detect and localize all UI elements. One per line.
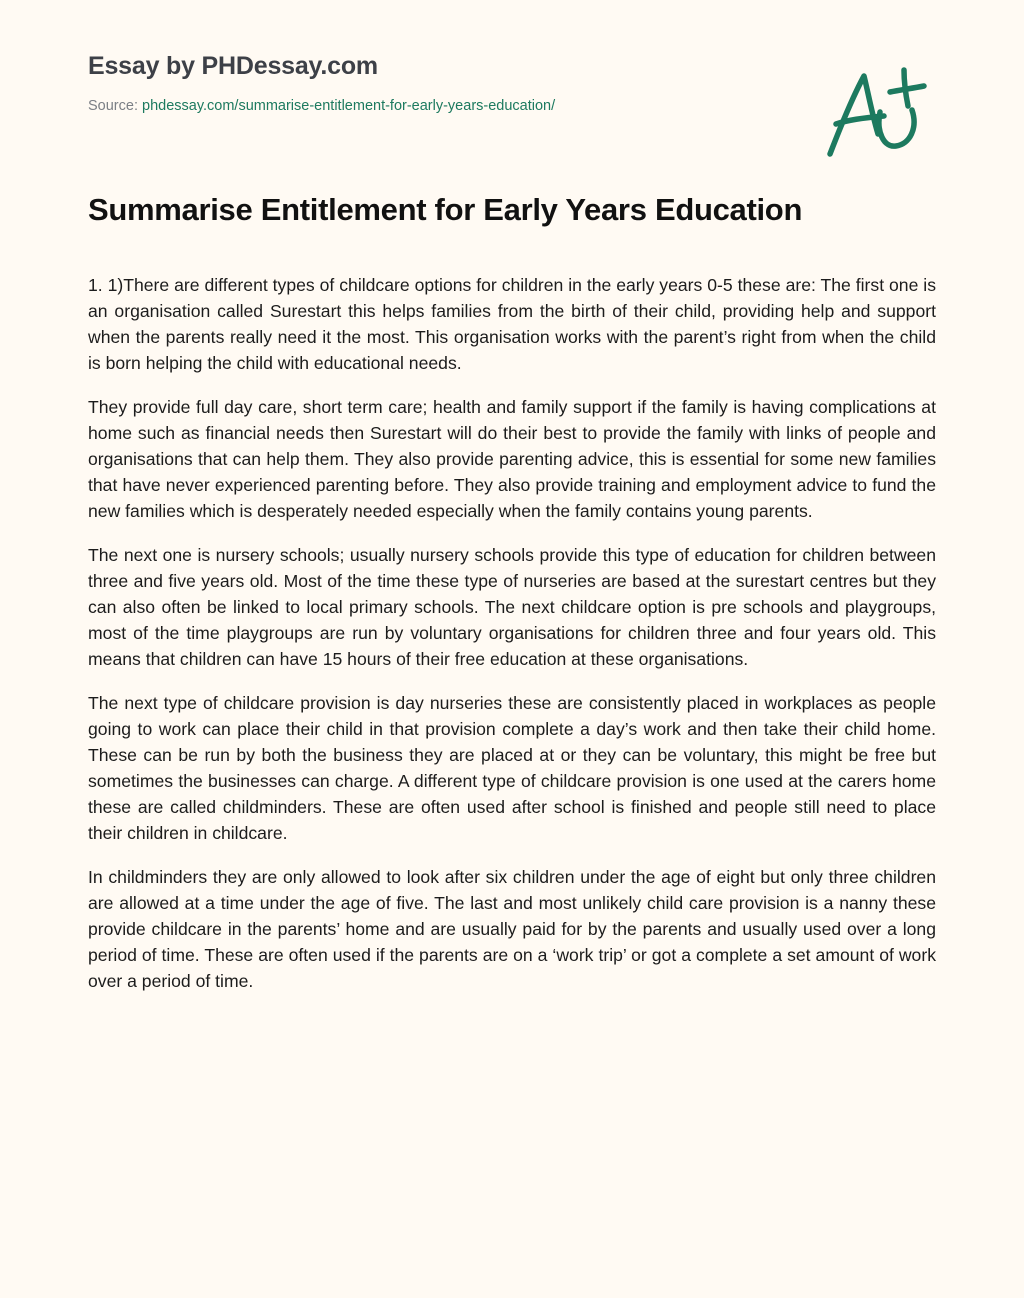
a-plus-grade-icon: [822, 62, 932, 162]
source-line: [88, 96, 788, 116]
source-label: Source:: [88, 98, 142, 114]
source-link[interactable]: phdessay.com/summarise-entitlement-for-early-years-education/: [142, 98, 556, 114]
essay-paragraph: The next one is nursery schools; usually nursery schools provide this type of education for children between three and five years old. Most of the time these type of nurseries are based at the surestart centres but they can also often be linked to local primary schools. The next childcare option is pre schools and playgroups, most of the time playgroups are run by voluntary organisations for children three and four years old. This means that children can have 15 hours of their free education at these organisations.: [88, 545, 936, 669]
essay-paragraph: The next type of childcare provision is day nurseries these are consistently placed in workplaces as people going to work can place their child in that provision complete a day’s work and then take their child home. These can be run by both the business they are placed at or they can be voluntary, this might be free but sometimes the businesses can charge. A different type of childcare provision is one used at the carers home these are called childminders. These are often used after school is finished and people still need to place their children in childcare.: [88, 693, 936, 843]
brand-title: Essay by PHDessay.com: [88, 52, 378, 80]
page-header: [88, 50, 788, 116]
essay-paragraph: 1. 1)There are different types of childcare options for children in the early years 0-5 these are: The first one is an organisation called Surestart this helps families from the birth of their child, providing help and support when the parents really need it the most. This organisation works with the parent’s right from when the child is born helping the child with educational needs.: [88, 275, 936, 373]
essay-body: [88, 272, 936, 1012]
essay-title: Summarise Entitlement for Early Years Education: [88, 192, 803, 227]
essay-paragraph: In childminders they are only allowed to look after six children under the age of eight but only three children are allowed at a time under the age of five. The last and most unlikely child care provision is a nanny these provide childcare in the parents’ home and are usually paid for by the parents and usually used over a long period of time. These are often used if the parents are on a ‘work trip’ or got a complete a set amount of work over a period of time.: [88, 867, 936, 991]
essay-paragraph: They provide full day care, short term care; health and family support if the family is having complications at home such as financial needs then Surestart will do their best to provide the family with links of people and organisations that can help them. They also provide parenting advice, this is essential for some new families that have never experienced parenting before. They also provide training and employment advice to fund the new families which is desperately needed especially when the family contains young parents.: [88, 397, 936, 521]
